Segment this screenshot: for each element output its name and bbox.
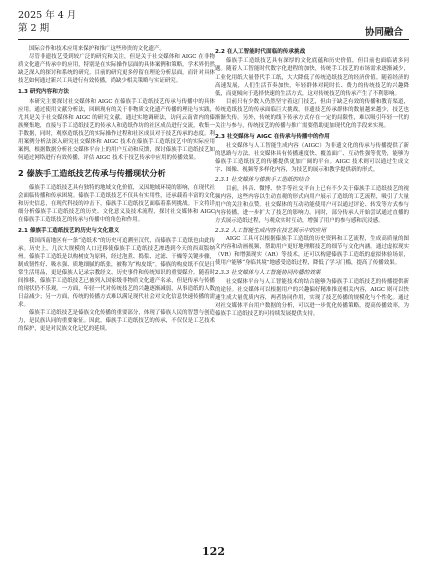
section-heading-2-2: 2.2 在人工智能时代面临的传承挑战 <box>215 49 306 55</box>
section-heading-1-3: 1.3 研究内容和方法 <box>18 89 70 96</box>
left-column <box>18 45 215 333</box>
paragraph: 目前，抖音、微博、快手等社交平台上已有不少关于傣族手工造纸技艺的视频内容，这些内容以生动直观的形式向用户展示了造纸的工艺流程，吸引了大量用户的关注和点赞。社交媒体的互动功能使用户可以通过评论、转发等方式参与内容传播，进一步扩大了技艺的影响力。同时，部分传承人开始尝试通过直播的方式展示造纸过程，与观众实时互动，增强了用户的参与感和沉浸感。 <box>215 185 409 224</box>
subsection-heading-2-3-3: 2.3.3 社交媒体与人工智能协同传播的效果 <box>215 270 321 277</box>
paragraph: 本研究主要探讨社交媒体和 AIGC 在傣族手工造纸技艺传承与传播中的具体应用。通过使用文献分析法，回顾现有的关于非物质文化遗产传播的理论与实践，尤其是关于社交媒体和 AIGC 的研究文献。通过实地调研法，访问云南省内的傣族聚集地，直接与手工造纸技艺的传承人和造纸作坊的社区成员进行交流，收集一手数据，同时，观察造纸技艺的实际操作过程和社区成员对于技艺传承的态度。利用案例分析法深入研究社交媒体和 AIGC 技术在傣族手工造纸技艺中的实际应用案例，根据数据分析社交媒体平台上的用户互动和反馈，探讨傣族手工造纸技艺如何通过网络进行有效传播，评估 AIGC 技术于技艺传承中应用的传播效果。 <box>18 98 215 161</box>
subsection-heading-2-3-2: 2.3.2 人工智能生成内容在技艺展示中的应用 <box>215 227 327 234</box>
section-heading-2-1: 2.1 傣族手工造纸技艺的历史与文化意义 <box>18 228 120 235</box>
paragraph: 傣族手工造纸技艺是傣族文化传播的重要部分，体现了傣族人民的智慧与创造力，是民族认同的重要象征。因此，傣族手工造纸技艺的传承，不仅仅是工艺技术的保护，更是对民族文化记忆的延续。 <box>18 310 215 333</box>
paragraph: 傣族手工造纸技艺具有深厚的文化底蕴和历史价值，但目前也面临诸多问题。随着人工智能时代数字化进程的加快，传统手工技艺的市场需求逐渐减少，工业化用纸大量替代手工纸，大大降低了传统造纸技艺的经济价值。随着经济的高速发展，人们生活节奏加快，年轻群体对耗时长、费力的传统技艺的兴趣降低，而更倾向于选择快速的生活方式，这对传统技艺的传承产生了不利影响。 <box>215 58 409 97</box>
paragraph: 傣族手工造纸技艺具有独特的地域文化价值，又因地域环境的影响，在现代社会面临传播和传承困境。傣族手工造纸技艺不仅具有实用性，还承载着丰富的文化和历史信息，在现代科技的冲击下，傣族手工造纸技艺面临着系列挑战。下文将详细分析傣族手工造纸技艺的历史、文化意义及技术流程，探讨社交媒体和 AIGC 在傣族手工造纸技艺的传承与传播中的角色和作用。 <box>18 185 215 224</box>
paragraph: 目前只有少数人仍然坚守着这门技艺，但由于缺乏有效的传播和教育渠道，传统造纸技艺的传承面临巨大挑战，非遗技艺传承群体的数量越来越少，技艺也渐渐失传。另外，传统的线下传承方式存在一定的局限性，难以吸引年轻一代的关注与参与，传统技艺的传播与推广需要借助更加现代化的手段来实现。 <box>215 98 409 129</box>
section-heading-2: 2 傣族手工造纸技艺传承与传播现状分析 <box>18 168 166 179</box>
paragraph: 社交媒体与人工智能生成内容（AIGC）为非遗文化的传承与传播提供了新的思路与方法。社交媒体具有传播速度快、覆盖面广、互动性强等优势，能够为傣族手工造纸技艺的传播提供更加广阔的平台。AIGC 技术则可以通过生成文字、图像、视频等多样化内容，为技艺的展示和教学提供新的形式。 <box>215 143 409 174</box>
column-name: 协同融合 <box>365 27 404 38</box>
subsection-heading-2-3-1: 2.3.1 社交媒体与傣族手工造纸的结合 <box>215 177 310 184</box>
paragraph: 我国西南地区有一条“造纸术”的历史可追溯至汉代，而傣族手工造纸也由此传承。历史上，几次大规模的人口迁移使傣族手工造纸技艺渗透到今天的西双版纳州。傣族手工造纸是以构树皮为原料，经过泡煮、捣浆、过滤、干燥等关键步骤，制成韧性好、吸水强、质地细腻的纸张，被称为“构皮纸”。傣族的构皮纸不仅是日常生活用品，更是傣族人记录宗教经文、历史事件和传统知识的重要媒介。随着时间推移，傣族手工造纸技艺已被列入国家级非物质文化遗产名录，但是传承与传播的现状仍不乐观。一方面，年轻一代对传统技艺的兴趣逐渐减弱，从事造纸的人数日益减少；另一方面，传统的传播方式难以满足现代社会对文化信息快速传播的需求。 <box>18 237 215 309</box>
issue-date: 2025 年 4 月 <box>18 10 77 21</box>
right-column <box>215 45 409 318</box>
paragraph: AIGC 工具可以根据傣族手工造纸的历史资料和工艺流程，生成高质量的图文内容和动画视频，帮助用户更好地理解技艺的细节与文化内涵。通过虚拟现实（VR）和增强现实（AR）等技术，还可以构建傣族手工造纸的虚拟体验场景，使用户能够“身临其境”地感受造纸过程，降低了学习门槛，提高了传播效果。 <box>215 236 409 267</box>
header-divider <box>18 39 409 40</box>
issue-number: 第 2 期 <box>18 23 50 34</box>
journal-header <box>18 9 76 35</box>
section-heading-2-3: 2.3 社交媒体与 AIGC 在传承与传播中的作用 <box>215 133 330 140</box>
paragraph: 尽管非遗技艺受到较广泛的研究和关注，但是关于社交媒体和 AIGC 在非物质文化遗产传承中的应用，特别是在实际操作层面的具体案例和策略，学术界仍然缺乏深入的探讨和系统的研究。目前的研究更多停留在理论分析层面，而针对具体技艺如何通过新兴工具进行有效传播，尚缺少相关策略与实证研究。 <box>18 54 215 85</box>
page-number: 122 <box>202 545 225 558</box>
paragraph: 国际合作和技术应用来保护和推广这些珍贵的文化遗产。 <box>28 46 165 52</box>
paragraph: 社交媒体平台与人工智能技术的结合能够为傣族手工造纸技艺的传播提供新的途径。社交媒体可以根据用户的兴趣偏好精准推送相关内容，AIGC 则可以快速生成大量优质内容，两者协同作用，实现了技艺传播的规模化与个性化。通过对社交媒体平台用户数据的分析，可以进一步优化传播策略，提高传播效率，为傣族手工造纸技艺的可持续发展提供支持。 <box>215 278 409 317</box>
